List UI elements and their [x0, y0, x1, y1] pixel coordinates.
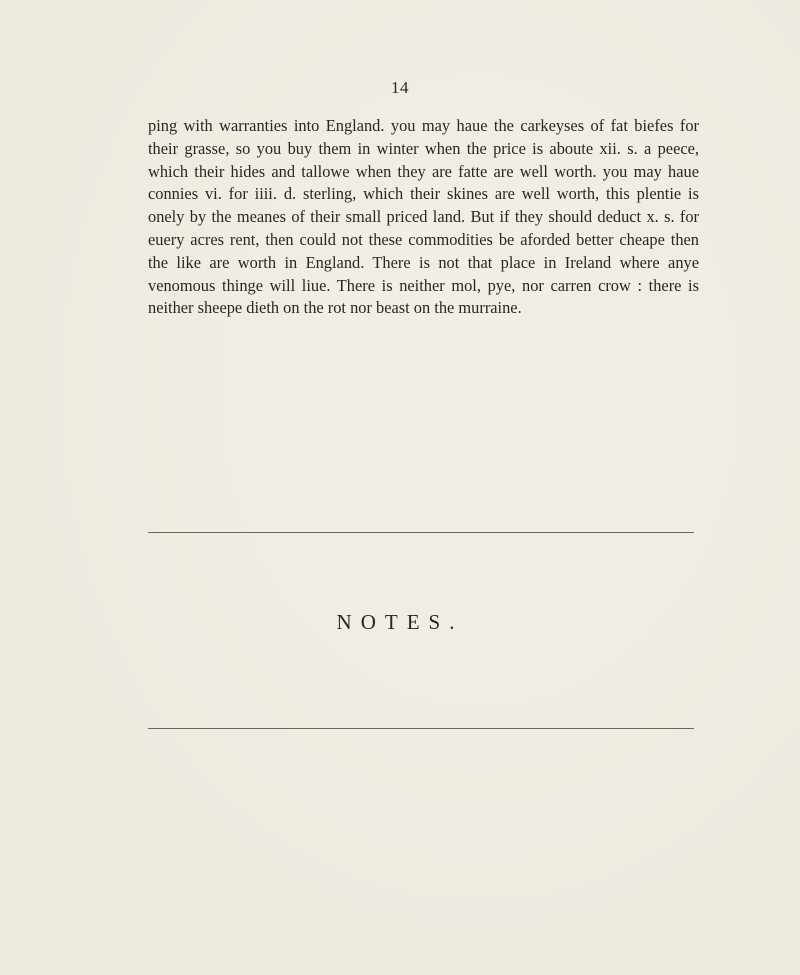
top-divider: [148, 532, 694, 533]
notes-heading: NOTES.: [336, 610, 464, 634]
body-paragraph: ping with warranties into England. you may haue the carkeyses of fat biefes for their grasse, so you buy them in winter when the price is aboute xii. s. a peece, which their hides and tallowe when they are fatte are well worth. you may haue connies vi. for iiii. d. sterling, which their skines are well worth, this plentie is onely by the meanes of their small priced land. But if they should deduct x. s. for euery acres rent, then could not these commodities be aforded better cheape then the like are worth in England. There is not that place in Ireland where anye venomous thinge will liue. There is neither mol, pye, nor carren crow : there is neither sheepe dieth on the rot nor beast on the murraine.: [148, 116, 699, 318]
bottom-divider: [148, 728, 694, 729]
page-number: 14: [391, 78, 409, 97]
